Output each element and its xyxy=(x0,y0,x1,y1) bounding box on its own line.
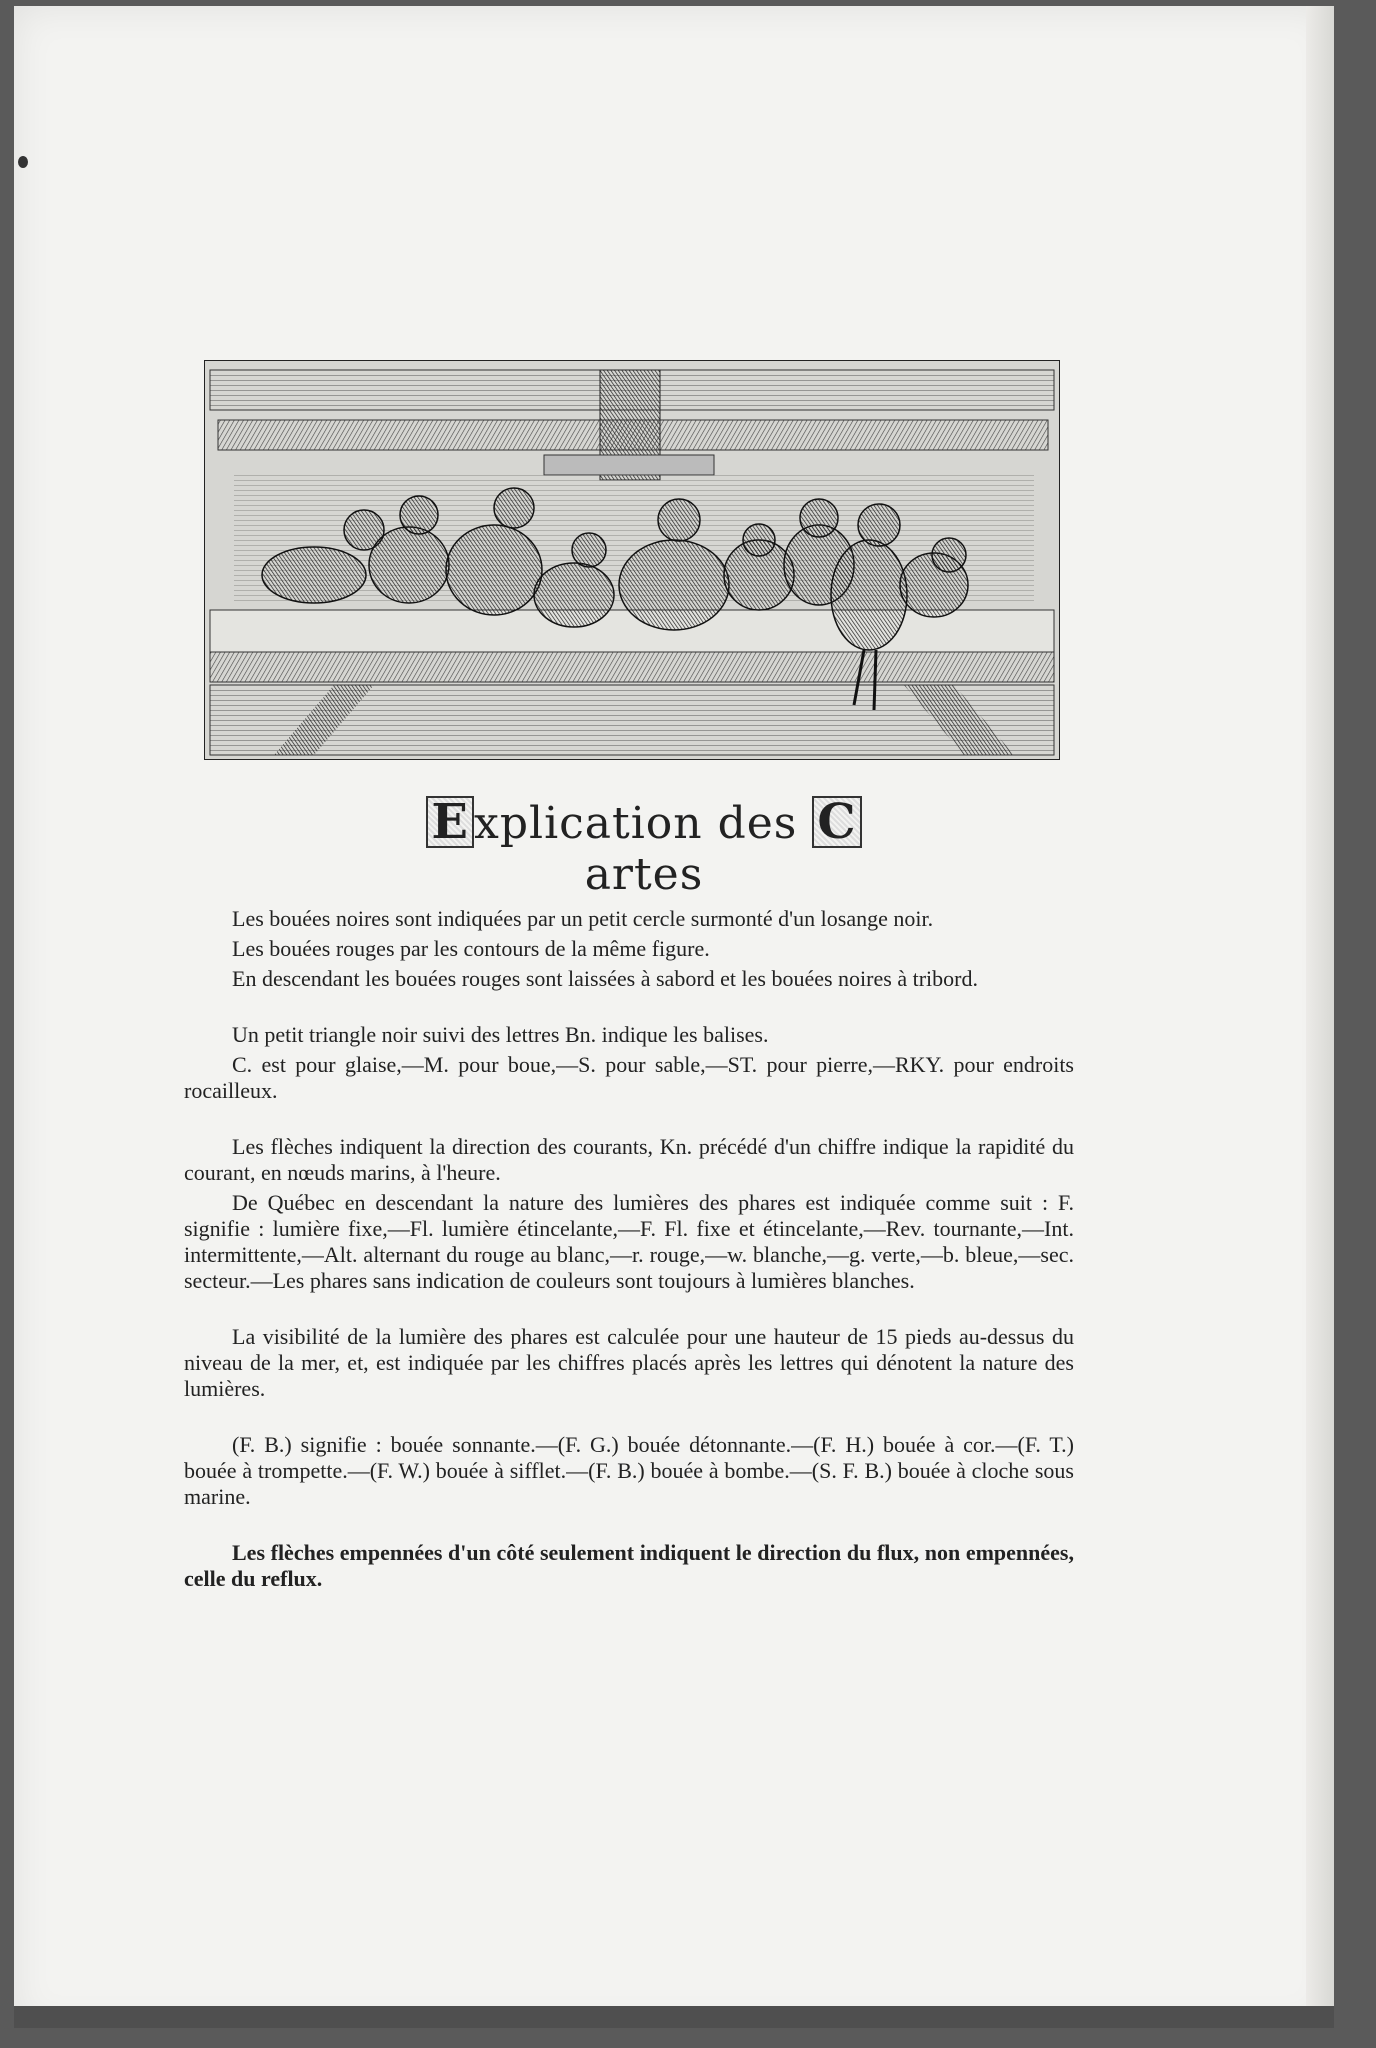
paragraph-currents: Les flèches indiquent la direction des courants, Kn. précédé d'un chiffre indique la rapidité du courant, en nœuds marins, à l'heure. xyxy=(184,1134,1074,1185)
sparrows-engraving-image xyxy=(204,360,1060,760)
explanation-text xyxy=(184,906,1074,1622)
paragraph-sound-buoys: (F. B.) signifie : bouée sonnante.—(F. G.) bouée détonnante.—(F. H.) bouée à cor.—(F. T.) bouée à trompette.—(F. W.) bouée à sifflet.—(F. B.) bouée à bombe.—(S. F. B.) bouée à cloche sous marine. xyxy=(184,1432,1074,1509)
paragraph-lighthouse-lights: De Québec en descendant la nature des lumières des phares est indiquée comme suit : F. signifie : lumière fixe,—Fl. lumière étincelante,—F. Fl. fixe et étincelante,—Rev. tournante,—Int. intermittente,—Alt. alternant du rouge au blanc,—r. rouge,—w. blanche,—g. verte,—b. bleue,—sec. secteur.—Les phares sans indication de couleurs sont toujours à lumières blanches. xyxy=(184,1190,1074,1293)
visibility-section xyxy=(184,1324,1074,1402)
engraving-svg xyxy=(204,360,1060,760)
title-part-2: artes xyxy=(584,849,704,900)
paragraph-bottom-types: C. est pour glaise,—M. pour boue,—S. pour sable,—ST. pour pierre,—RKY. pour endroits rocailleux. xyxy=(184,1052,1074,1103)
page-title xyxy=(414,796,874,900)
arrows-section xyxy=(184,1540,1074,1592)
buoys-section xyxy=(184,906,1074,992)
scan-bottom-band xyxy=(14,2006,1334,2028)
title-initial-c: C xyxy=(812,796,861,848)
paragraph-visibility: La visibilité de la lumière des phares est calculée pour une hauteur de 15 pieds au-dessus du niveau de la mer, et, est indiquée par les chiffres placés après les lettres qui dénotent la nature des lumières. xyxy=(184,1324,1074,1401)
paragraph-black-buoys: Les bouées noires sont indiquées par un petit cercle surmonté d'un losange noir. xyxy=(232,906,934,931)
title-initial-e: E xyxy=(426,796,474,848)
title-part-1: xplication des xyxy=(474,798,813,849)
paragraph-beacons: Un petit triangle noir suivi des lettres Bn. indique les balises. xyxy=(232,1022,769,1047)
beacons-section xyxy=(184,1022,1074,1104)
currents-section xyxy=(184,1134,1074,1294)
paragraph-flow-arrows: Les flèches empennées d'un côté seulement indiquent le direction du flux, non empennées, celle du reflux. xyxy=(184,1540,1074,1591)
page-edge xyxy=(1306,6,1334,2028)
sound-buoys-section xyxy=(184,1432,1074,1510)
document-page xyxy=(14,6,1334,2028)
paragraph-descending: En descendant les bouées rouges sont laissées à sabord et les bouées noires à tribord. xyxy=(232,966,978,991)
binding-mark xyxy=(18,156,28,168)
paragraph-red-buoys: Les bouées rouges par les contours de la même figure. xyxy=(232,936,710,961)
